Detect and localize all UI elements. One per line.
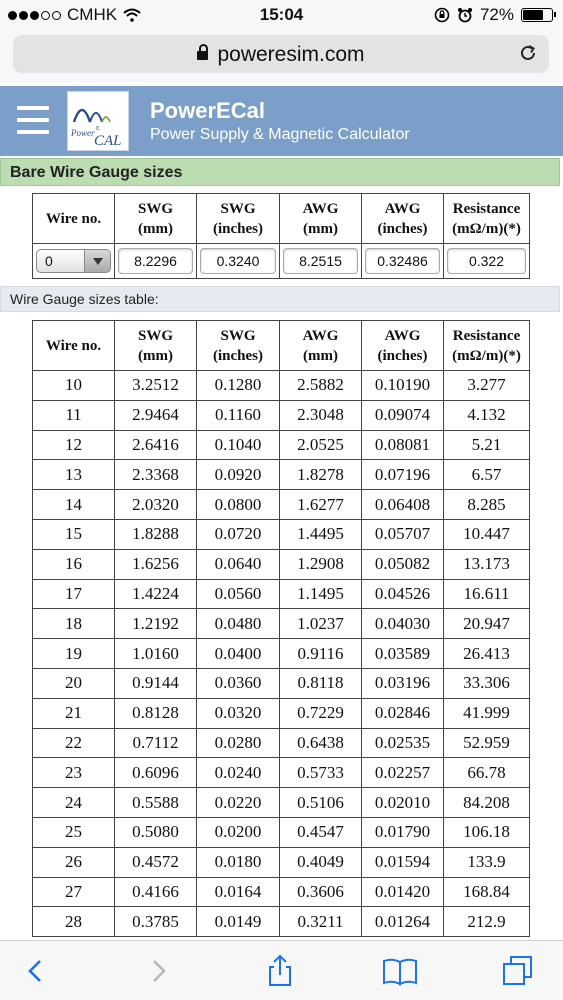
wire-no-cell: 12 — [33, 430, 115, 460]
swg-inches-cell: 0.0200 — [197, 817, 280, 847]
resistance-cell: 20.947 — [444, 609, 530, 639]
status-bar — [0, 0, 563, 30]
alarm-icon — [457, 7, 473, 23]
address-bar[interactable] — [13, 35, 549, 73]
wire-number-select[interactable]: 0 — [36, 249, 111, 273]
table-row — [33, 460, 530, 490]
wire-calculator-table — [32, 193, 530, 279]
awg-inches-cell: 0.02257 — [362, 758, 444, 788]
resistance-output: 0.322 — [447, 248, 526, 274]
swg-inches-cell: 0.0220 — [197, 788, 280, 818]
resistance-cell: 16.611 — [444, 579, 530, 609]
awg-mm-cell: 0.5733 — [280, 758, 362, 788]
svg-text:Power: Power — [71, 128, 95, 138]
carrier-name: CMHK — [67, 5, 118, 24]
swg-inches-cell: 0.0640 — [197, 549, 280, 579]
swg-mm-cell: 2.9464 — [115, 400, 197, 430]
table-row — [33, 639, 530, 669]
resistance-cell: 133.9 — [444, 847, 530, 877]
table-row — [33, 847, 530, 877]
swg-inches-cell: 0.0320 — [197, 698, 280, 728]
header-swg-inches: SWG (inches) — [197, 321, 280, 371]
swg-inches-cell: 0.0400 — [197, 639, 280, 669]
url-text: poweresim.com — [217, 43, 365, 66]
awg-mm-cell: 0.8118 — [280, 668, 362, 698]
battery-percent: 72% — [479, 5, 514, 24]
swg-mm-cell: 0.9144 — [115, 668, 197, 698]
resistance-cell: 5.21 — [444, 430, 530, 460]
awg-mm-cell: 2.5882 — [280, 371, 362, 401]
table-row — [33, 907, 530, 937]
header-swg-mm: SWG (mm) — [115, 194, 197, 244]
header-awg-mm: AWG (mm) — [280, 194, 362, 244]
swg-inches-cell: 0.0280 — [197, 728, 280, 758]
swg-inches-cell: 0.0480 — [197, 609, 280, 639]
wire-no-cell: 28 — [33, 907, 115, 937]
clock: 15:04 — [259, 5, 304, 24]
table-row — [33, 490, 530, 520]
awg-mm-output: 8.2515 — [283, 248, 358, 274]
table-row — [33, 549, 530, 579]
awg-inches-cell: 0.09074 — [362, 400, 444, 430]
wire-no-cell: 11 — [33, 400, 115, 430]
header-wire-no: Wire no. — [33, 194, 115, 244]
tabs-icon[interactable] — [500, 953, 536, 989]
awg-mm-cell: 0.6438 — [280, 728, 362, 758]
back-icon[interactable] — [18, 953, 54, 989]
awg-mm-cell: 0.3211 — [280, 907, 362, 937]
awg-inches-cell: 0.10190 — [362, 371, 444, 401]
swg-mm-cell: 3.2512 — [115, 371, 197, 401]
browser-address-area — [0, 30, 563, 82]
wire-gauge-table — [32, 320, 530, 937]
resistance-cell: 4.132 — [444, 400, 530, 430]
table-row — [33, 817, 530, 847]
resistance-cell: 26.413 — [444, 639, 530, 669]
table-row — [33, 371, 530, 401]
table-row — [33, 609, 530, 639]
swg-mm-cell: 2.3368 — [115, 460, 197, 490]
swg-mm-cell: 0.3785 — [115, 907, 197, 937]
awg-mm-cell: 0.9116 — [280, 639, 362, 669]
svg-text:CAL: CAL — [94, 133, 122, 149]
awg-mm-cell: 0.4547 — [280, 817, 362, 847]
awg-inches-cell: 0.01264 — [362, 907, 444, 937]
awg-mm-cell: 0.3606 — [280, 877, 362, 907]
resistance-cell: 168.84 — [444, 877, 530, 907]
share-icon[interactable] — [262, 953, 298, 989]
table-row — [33, 430, 530, 460]
swg-inches-cell: 0.0164 — [197, 877, 280, 907]
table-row — [33, 758, 530, 788]
awg-inches-cell: 0.03589 — [362, 639, 444, 669]
header-wire-no: Wire no. — [33, 321, 115, 371]
swg-inches-cell: 0.0560 — [197, 579, 280, 609]
swg-mm-cell: 1.6256 — [115, 549, 197, 579]
app-logo[interactable] — [67, 91, 129, 151]
awg-mm-cell: 0.5106 — [280, 788, 362, 818]
awg-mm-cell: 1.2908 — [280, 549, 362, 579]
swg-mm-cell: 2.6416 — [115, 430, 197, 460]
swg-mm-output: 8.2296 — [118, 248, 193, 274]
resistance-cell: 3.277 — [444, 371, 530, 401]
section-title: Bare Wire Gauge sizes — [0, 158, 560, 186]
awg-inches-cell: 0.06408 — [362, 490, 444, 520]
resistance-cell: 212.9 — [444, 907, 530, 937]
swg-mm-cell: 1.4224 — [115, 579, 197, 609]
wire-no-cell: 14 — [33, 490, 115, 520]
table-row — [33, 728, 530, 758]
awg-inches-cell: 0.01594 — [362, 847, 444, 877]
swg-inches-cell: 0.0800 — [197, 490, 280, 520]
browser-toolbar — [0, 940, 563, 1000]
swg-mm-cell: 1.0160 — [115, 639, 197, 669]
awg-mm-cell: 1.0237 — [280, 609, 362, 639]
table-row — [33, 877, 530, 907]
swg-inches-cell: 0.1040 — [197, 430, 280, 460]
swg-mm-cell: 0.5588 — [115, 788, 197, 818]
awg-mm-cell: 1.6277 — [280, 490, 362, 520]
app-header — [0, 86, 563, 156]
awg-mm-cell: 1.4495 — [280, 519, 362, 549]
battery-icon — [521, 8, 553, 22]
table-header-row — [33, 321, 530, 371]
awg-inches-cell: 0.04526 — [362, 579, 444, 609]
awg-inches-cell: 0.03196 — [362, 668, 444, 698]
resistance-cell: 10.447 — [444, 519, 530, 549]
wire-no-cell: 16 — [33, 549, 115, 579]
awg-mm-cell: 2.0525 — [280, 430, 362, 460]
header-resistance: Resistance (mΩ/m)(*) — [444, 194, 530, 244]
wire-no-cell: 17 — [33, 579, 115, 609]
awg-inches-cell: 0.02846 — [362, 698, 444, 728]
swg-mm-cell: 1.2192 — [115, 609, 197, 639]
swg-inches-cell: 0.0920 — [197, 460, 280, 490]
svg-text:E: E — [96, 126, 100, 132]
wire-no-cell: 24 — [33, 788, 115, 818]
wire-no-cell: 23 — [33, 758, 115, 788]
wire-no-cell: 18 — [33, 609, 115, 639]
swg-inches-output: 0.3240 — [200, 248, 276, 274]
swg-mm-cell: 0.8128 — [115, 698, 197, 728]
resistance-cell: 52.959 — [444, 728, 530, 758]
awg-inches-cell: 0.01420 — [362, 877, 444, 907]
swg-mm-cell: 1.8288 — [115, 519, 197, 549]
resistance-cell: 13.173 — [444, 549, 530, 579]
swg-inches-cell: 0.0180 — [197, 847, 280, 877]
menu-icon[interactable] — [17, 106, 49, 136]
awg-inches-cell: 0.04030 — [362, 609, 444, 639]
wire-no-cell: 13 — [33, 460, 115, 490]
swg-inches-cell: 0.0360 — [197, 668, 280, 698]
header-awg-inches: AWG (inches) — [362, 321, 444, 371]
wire-no-cell: 20 — [33, 668, 115, 698]
forward-icon[interactable] — [140, 953, 176, 989]
calculator-input-row — [33, 244, 530, 279]
table-row — [33, 400, 530, 430]
awg-inches-cell: 0.08081 — [362, 430, 444, 460]
wire-no-cell: 22 — [33, 728, 115, 758]
wire-no-cell: 25 — [33, 817, 115, 847]
swg-mm-cell: 0.4572 — [115, 847, 197, 877]
resistance-cell: 41.999 — [444, 698, 530, 728]
header-awg-mm: AWG (mm) — [280, 321, 362, 371]
table-row — [33, 788, 530, 818]
awg-inches-cell: 0.05082 — [362, 549, 444, 579]
wire-no-cell: 19 — [33, 639, 115, 669]
awg-mm-cell: 2.3048 — [280, 400, 362, 430]
resistance-cell: 33.306 — [444, 668, 530, 698]
swg-inches-cell: 0.1280 — [197, 371, 280, 401]
resistance-cell: 6.57 — [444, 460, 530, 490]
chevron-down-icon[interactable] — [84, 250, 110, 272]
swg-mm-cell: 0.7112 — [115, 728, 197, 758]
swg-mm-cell: 0.6096 — [115, 758, 197, 788]
awg-inches-cell: 0.05707 — [362, 519, 444, 549]
resistance-cell: 84.208 — [444, 788, 530, 818]
lock-icon — [197, 51, 208, 60]
swg-mm-cell: 2.0320 — [115, 490, 197, 520]
swg-mm-cell: 0.4166 — [115, 877, 197, 907]
swg-inches-cell: 0.1160 — [197, 400, 280, 430]
awg-mm-cell: 0.7229 — [280, 698, 362, 728]
awg-inches-output: 0.32486 — [365, 248, 440, 274]
resistance-cell: 106.18 — [444, 817, 530, 847]
wire-no-cell: 10 — [33, 371, 115, 401]
resistance-cell: 66.78 — [444, 758, 530, 788]
app-title: PowerECal — [150, 98, 265, 123]
resistance-cell: 8.285 — [444, 490, 530, 520]
bookmarks-icon[interactable] — [382, 953, 418, 989]
rotation-lock-icon — [434, 7, 450, 23]
awg-mm-cell: 1.8278 — [280, 460, 362, 490]
table-row — [33, 668, 530, 698]
awg-inches-cell: 0.07196 — [362, 460, 444, 490]
swg-mm-cell: 0.5080 — [115, 817, 197, 847]
header-resistance: Resistance (mΩ/m)(*) — [444, 321, 530, 371]
swg-inches-cell: 0.0240 — [197, 758, 280, 788]
wire-no-cell: 26 — [33, 847, 115, 877]
header-swg-inches: SWG (inches) — [197, 194, 280, 244]
swg-inches-cell: 0.0720 — [197, 519, 280, 549]
swg-inches-cell: 0.0149 — [197, 907, 280, 937]
table-caption: Wire Gauge sizes table: — [0, 286, 560, 312]
wire-no-cell: 15 — [33, 519, 115, 549]
table-row — [33, 698, 530, 728]
calculator-header-row — [33, 194, 530, 244]
awg-inches-cell: 0.02535 — [362, 728, 444, 758]
header-awg-inches: AWG (inches) — [362, 194, 444, 244]
reload-icon[interactable] — [517, 42, 539, 64]
table-row — [33, 519, 530, 549]
app-subtitle: Power Supply & Magnetic Calculator — [150, 126, 410, 143]
wire-no-cell: 21 — [33, 698, 115, 728]
awg-mm-cell: 1.1495 — [280, 579, 362, 609]
header-swg-mm: SWG (mm) — [115, 321, 197, 371]
awg-mm-cell: 0.4049 — [280, 847, 362, 877]
wire-no-cell: 27 — [33, 877, 115, 907]
awg-inches-cell: 0.02010 — [362, 788, 444, 818]
awg-inches-cell: 0.01790 — [362, 817, 444, 847]
table-row — [33, 579, 530, 609]
